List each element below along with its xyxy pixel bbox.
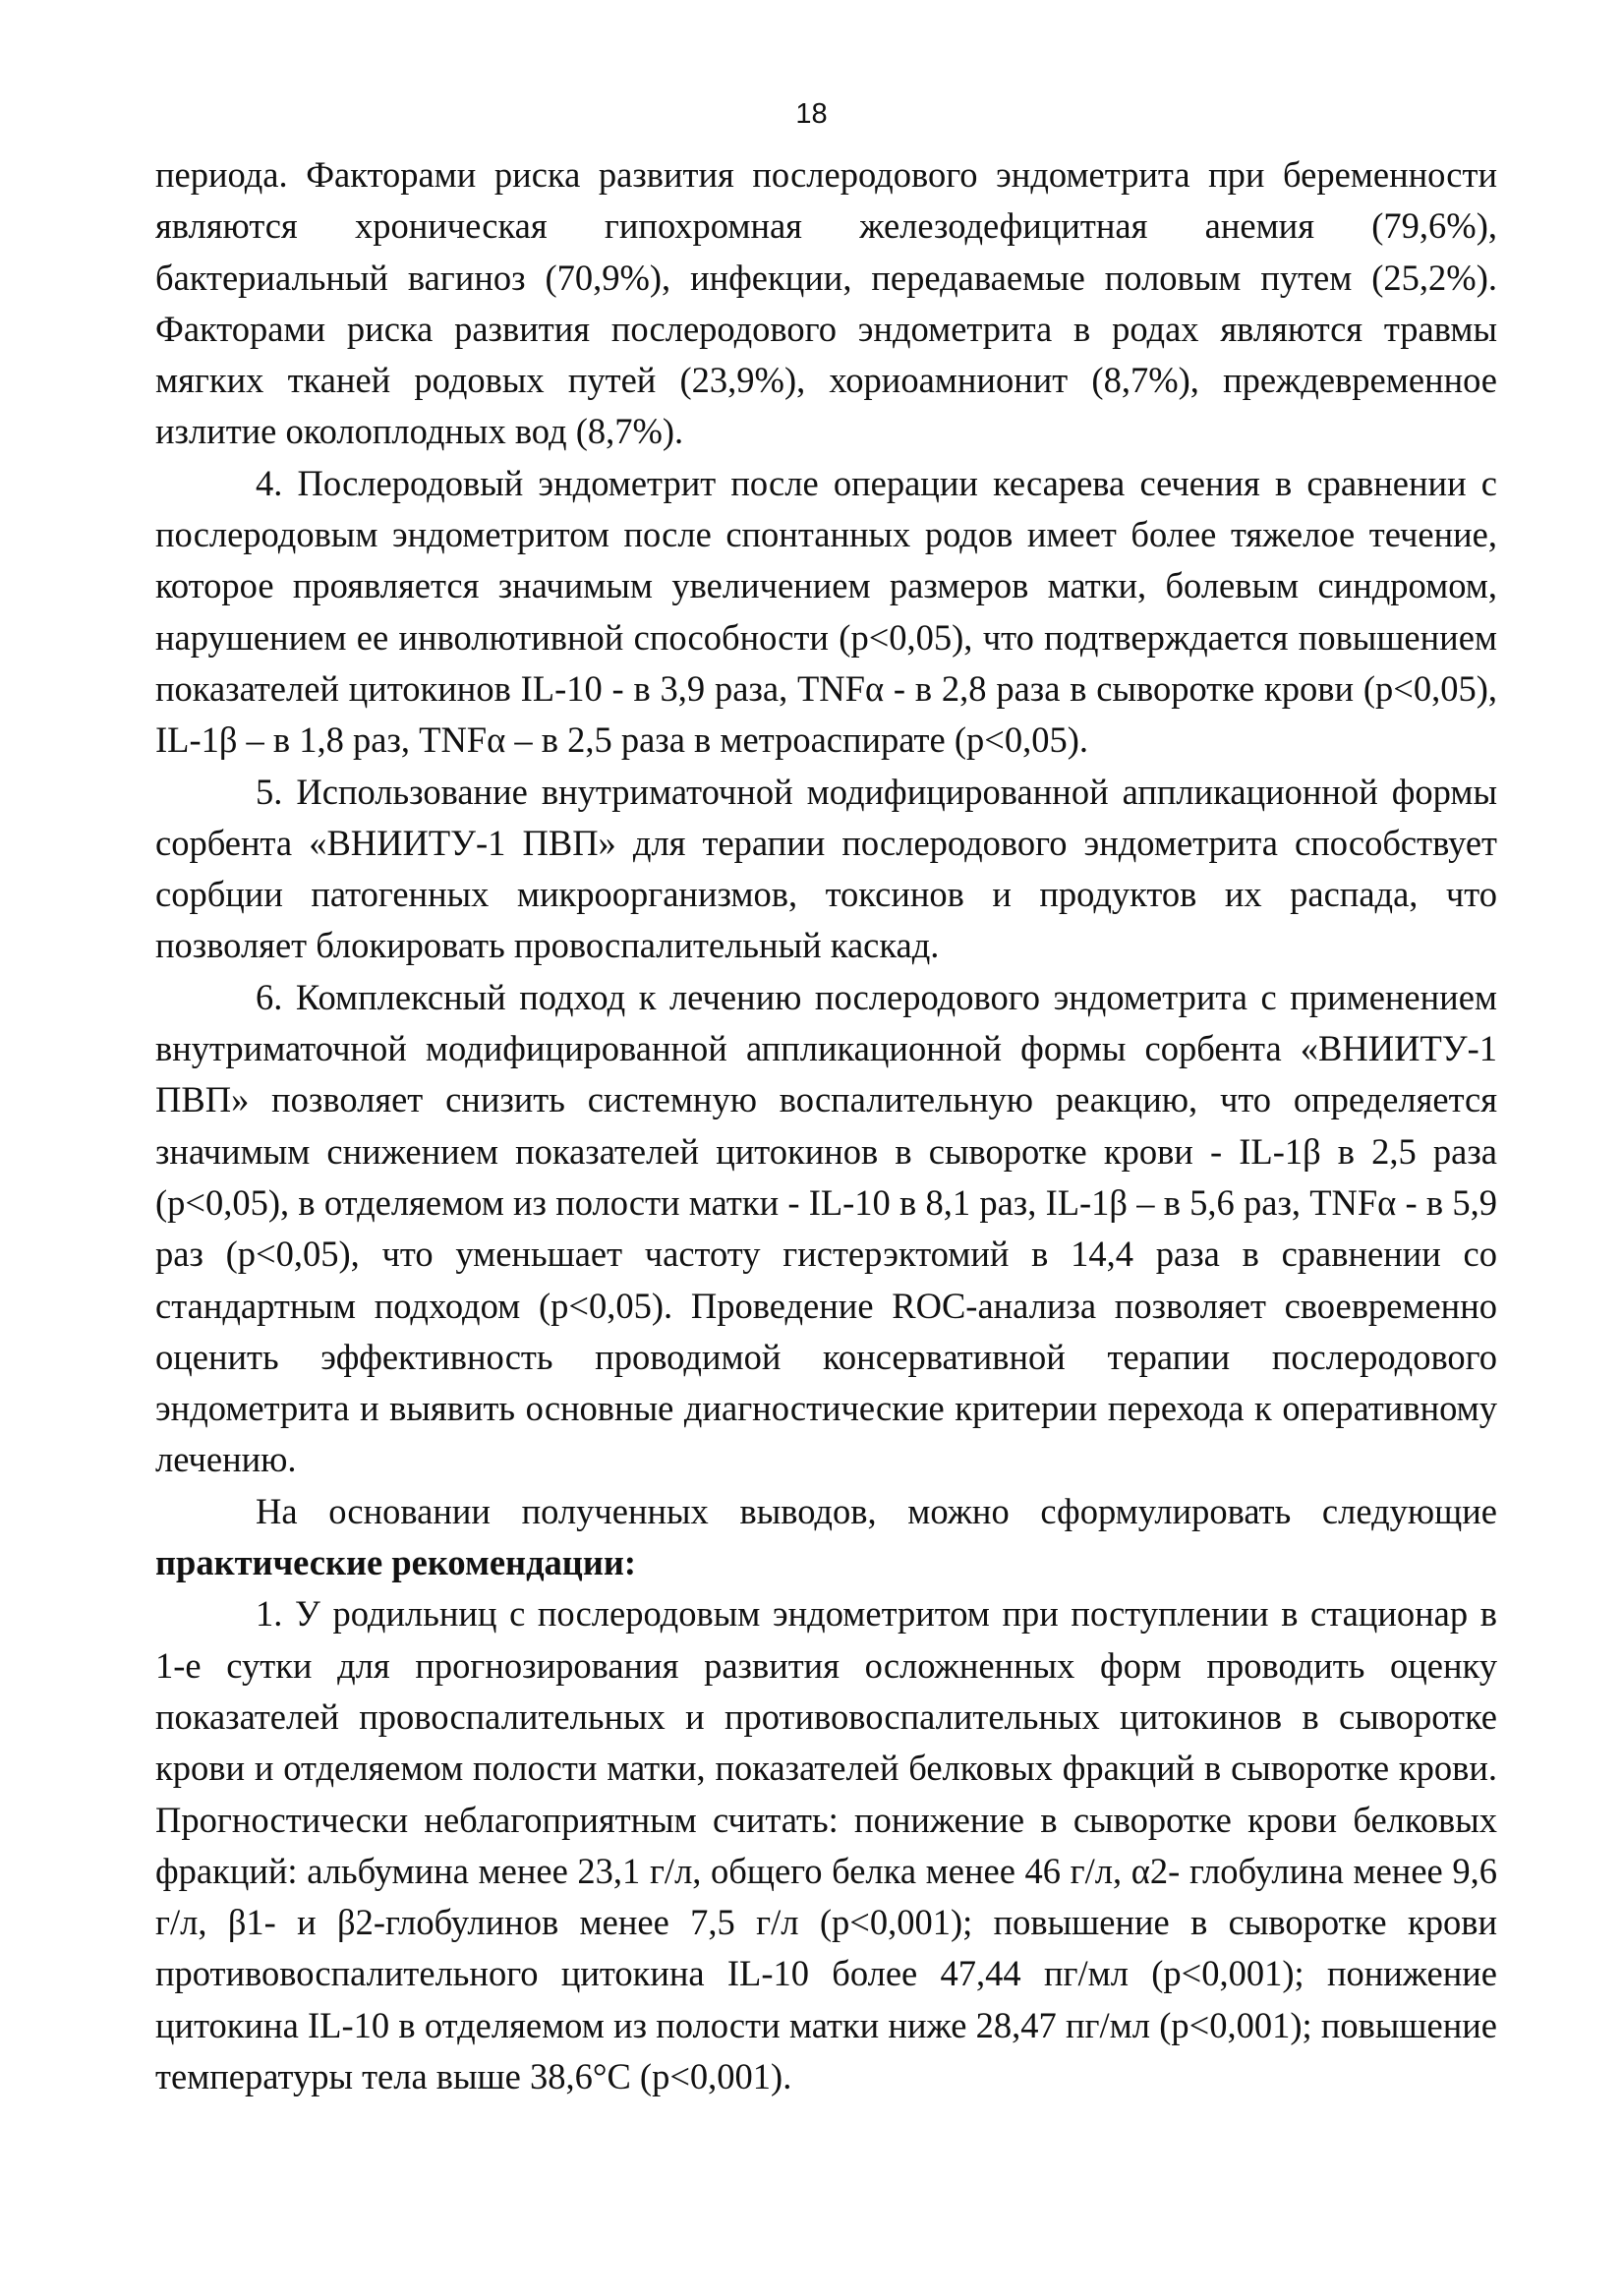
conclusion-5: 5. Использование внутриматочной модифицированной аппликационной формы сорбента «ВНИИТУ-1 ПВП» для терапии послеродового эндометрита способствует сорбции патогенных микроорганизмов, токсинов и продуктов их распада, что позволяет блокировать провоспалительный каскад. bbox=[155, 771, 1497, 966]
body-text bbox=[155, 149, 1497, 2102]
conclusion-4: 4. Послеродовый эндометрит после операции кесарева сечения в сравнении с послеродовым эндометритом после спонтанных родов имеет более тяжелое течение, которое проявляется значимым увеличением размеров матки, болевым синдромом, нарушением ее инволютивной способности (p<0,05), что подтверждается повышением показателей цитокинов IL-10 - в 3,9 раза, TNFα - в 2,8 раза в сыворотке крови (p<0,05), IL-1β – в 1,8 раз, TNFα – в 2,5 раза в метроаспирате (p<0,05). bbox=[155, 462, 1497, 761]
recommendations-intro-text: На основании полученных выводов, можно сформулировать следующие bbox=[256, 1490, 1497, 1531]
recommendation-1: 1. У родильниц с послеродовым эндометритом при поступлении в стационар в 1-е сутки для прогнозирования развития осложненных форм проводить оценку показателей провоспалительных и противовоспалительных цитокинов в сыворотке крови и отделяемом полости матки, показателей белковых фракций в сыворотке крови. Прогностически неблагоприятным считать: понижение в сыворотке крови белковых фракций: альбумина менее 23,1 г/л, общего белка менее 46 г/л, α2- глобулина менее 9,6 г/л, β1- и β2-глобулинов менее 7,5 г/л (p<0,001); повышение в сыворотке крови противовоспалительного цитокина IL-10 более 47,44 пг/мл (p<0,001); понижение цитокина IL-10 в отделяемом из полости матки ниже 28,47 пг/мл (p<0,001); повышение температуры тела выше 38,6°С (p<0,001). bbox=[155, 1593, 1497, 2096]
page-number: 18 bbox=[795, 98, 828, 130]
recommendations-heading: практические рекомендации: bbox=[155, 1542, 637, 1583]
conclusion-6: 6. Комплексный подход к лечению послеродового эндометрита с применением внутриматочной модифицированной аппликационной формы сорбента «ВНИИТУ-1 ПВП» позволяет снизить системную воспалительную реакцию, что определяется значимым снижением показателей цитокинов в сыворотке крови - IL-1β в 2,5 раза (p<0,05), в отделяемом из полости матки - IL-10 в 8,1 раз, IL-1β – в 5,6 раз, TNFα - в 5,9 раз (p<0,05), что уменьшает частоту гистерэктомий в 14,4 раза в сравнении со стандартным подходом (p<0,05). Проведение ROC-анализа позволяет своевременно оценить эффективность проводимой консервативной терапии послеродового эндометрита и выявить основные диагностические критерии перехода к оперативному лечению. bbox=[155, 976, 1497, 1480]
recommendations-intro bbox=[155, 1486, 1497, 1589]
paragraph-continuation: периода. Факторами риска развития послеродового эндометрита при беременности являются хроническая гипохромная железодефицитная анемия (79,6%), бактериальный вагиноз (70,9%), инфекции, передаваемые половым путем (25,2%). Факторами риска развития послеродового эндометрита в родах являются травмы мягких тканей родовых путей (23,9%), хориоамнионит (8,7%), преждевременное излитие околоплодных вод (8,7%). bbox=[155, 154, 1497, 452]
